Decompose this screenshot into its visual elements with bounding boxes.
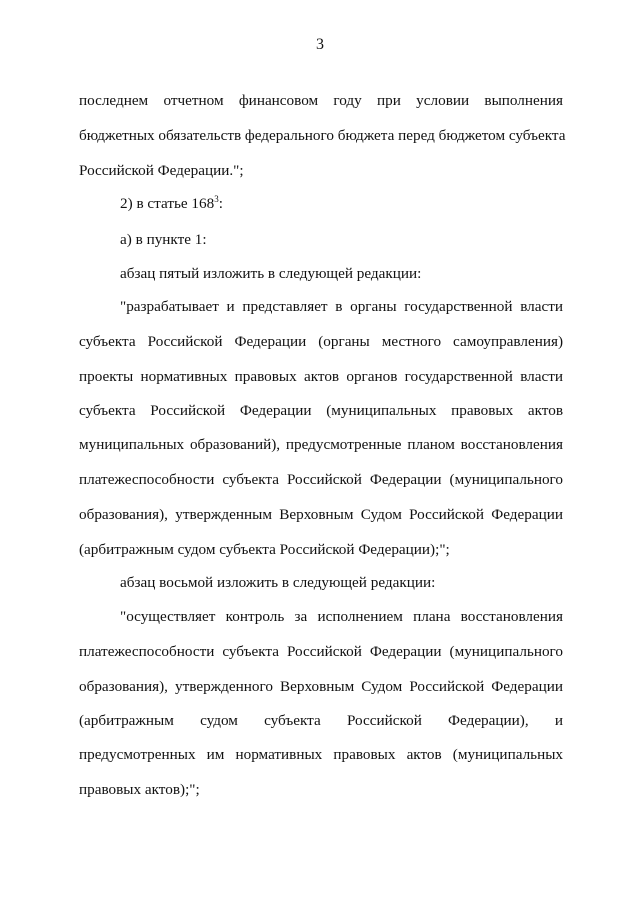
- text-line: Российской Федерации.";: [79, 162, 244, 179]
- text-line: правовых актов);";: [79, 781, 200, 798]
- text-line: (арбитражным судом субъекта Российской Федерации), и: [79, 712, 563, 729]
- item-2-heading: 2) в статье $168^3$:: [120, 194, 223, 212]
- text-line: платежеспособности субъекта Российской Федерации (муниципального: [79, 471, 563, 488]
- paragraph-8-intro: абзац восьмой изложить в следующей редакции:: [120, 574, 436, 591]
- text-line: образования), утвержденного Верховным Судом Российской Федерации: [79, 678, 563, 695]
- paragraph-5-intro: абзац пятый изложить в следующей редакции:: [120, 265, 422, 282]
- text-line: предусмотренных им нормативных правовых актов (муниципальных: [79, 746, 563, 763]
- item-a-heading: а) в пункте 1:: [120, 231, 207, 248]
- text-line: субъекта Российской Федерации (органы местного самоуправления): [79, 333, 563, 350]
- text-line: "разрабатывает и представляет в органы государственной власти: [120, 298, 563, 315]
- text-line: платежеспособности субъекта Российской Федерации (муниципального: [79, 643, 563, 660]
- text-line: образования), утвержденным Верховным Судом Российской Федерации: [79, 506, 563, 523]
- text-line: муниципальных образований), предусмотренные планом восстановления: [79, 436, 563, 453]
- text-line: (арбитражным судом субъекта Российской Федерации);";: [79, 541, 450, 558]
- superscript: 3: [214, 194, 219, 204]
- text-line: бюджетных обязательств федерального бюджета перед бюджетом субъекта: [79, 127, 566, 144]
- page-number: 3: [316, 36, 324, 53]
- text-line: проекты нормативных правовых актов органов государственной власти: [79, 368, 563, 385]
- text-line: последнем отчетном финансовом году при условии выполнения: [79, 92, 563, 109]
- text-line: субъекта Российской Федерации (муниципальных правовых актов: [79, 402, 563, 419]
- text-line: "осуществляет контроль за исполнением плана восстановления: [120, 608, 563, 625]
